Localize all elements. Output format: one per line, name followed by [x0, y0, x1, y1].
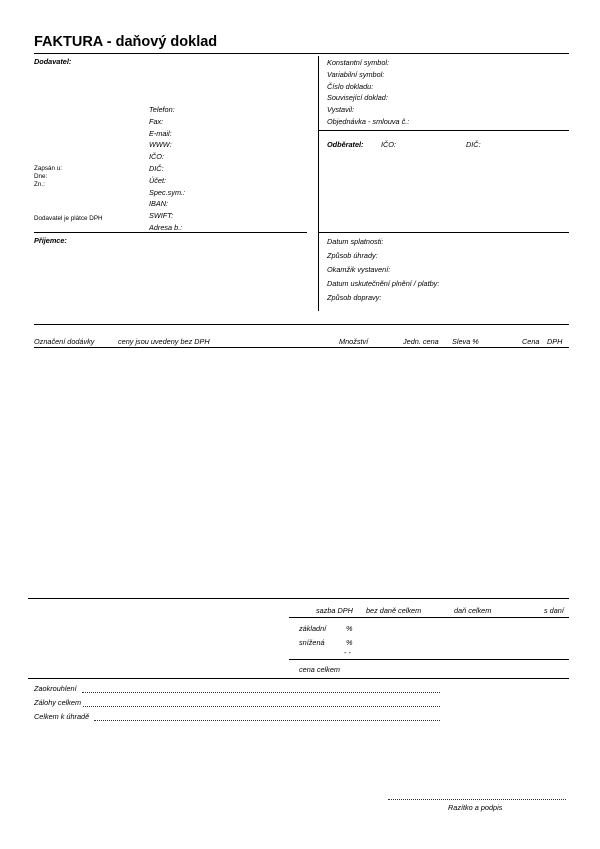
vat-col-tax: daň celkem [454, 606, 492, 615]
items-col-quantity: Množství [339, 337, 369, 346]
vat-dashes: - - [344, 648, 351, 657]
supplier-field: E-mail: [149, 128, 172, 138]
vat-header-rule [289, 617, 569, 618]
registration-line: Zapsán u: [34, 165, 63, 172]
vat-row-label: snížená [299, 638, 325, 647]
items-col-discount: Sleva % [452, 337, 479, 346]
vat-payer-note: Dodavatel je plátce DPH [34, 215, 103, 222]
customer-dic: DIČ: [466, 140, 481, 149]
vat-total-rule [289, 659, 569, 660]
customer-label: Odběratel: [327, 140, 364, 149]
recipient-rule-left [34, 232, 307, 233]
summary-total-due: Celkem k úhradě [34, 712, 90, 721]
doc-ref: Variabilní symbol: [327, 69, 385, 79]
supplier-field: IBAN: [149, 199, 169, 209]
vat-col-rate: sazba DPH [316, 606, 353, 615]
supplier-field: Telefon: [149, 105, 175, 114]
items-col-vat: DPH [547, 337, 563, 346]
signature-label: Razítko a podpis [448, 803, 503, 812]
customer-ico: IČO: [381, 140, 396, 149]
vat-row-pct: % [346, 624, 353, 633]
registration-line: Dne: [34, 173, 48, 180]
items-header-rule [34, 347, 569, 348]
recipient-label: Příjemce: [34, 236, 67, 245]
doc-ref: Konstantní symbol: [327, 58, 390, 67]
invoice-title: FAKTURA - daňový doklad [34, 34, 218, 50]
registration-line: Zn.: [34, 181, 45, 188]
supplier-field: WWW: [149, 140, 172, 150]
vat-total-label: cena celkem [299, 665, 340, 674]
items-top-rule [34, 324, 569, 325]
doc-ref: Vystavil: [327, 105, 355, 115]
title-rule [34, 53, 569, 54]
vat-col-net: bez daně celkem [366, 606, 422, 615]
date-field: Datum uskutečnění plnění / platby: [327, 278, 440, 288]
vat-row-label: základní [299, 624, 327, 633]
items-bottom-rule [28, 598, 569, 599]
date-field: Okamžik vystavení: [327, 264, 391, 274]
supplier-field: SWIFT: [149, 211, 174, 221]
supplier-field: Spec.sym.: [149, 187, 186, 197]
date-field: Způsob úhrady: [327, 250, 378, 260]
column-divider [318, 56, 319, 311]
totals-rule [28, 678, 569, 679]
supplier-registration [34, 165, 62, 189]
date-field: Způsob dopravy: [327, 292, 382, 302]
summary-leader [82, 692, 440, 693]
document-refs [327, 58, 409, 129]
recipient-rule-right [318, 232, 569, 233]
items-col-price: Cena [522, 337, 540, 346]
date-field: Datum splatnosti: [327, 237, 384, 246]
items-col-designation: Označení dodávky [34, 337, 95, 346]
summary-deposits: Zálohy celkem [34, 698, 82, 707]
summary-rounding: Zaokrouhlení [34, 684, 77, 693]
supplier-label: Dodavatel: [34, 57, 72, 66]
summary-leader [82, 706, 440, 707]
supplier-field: Adresa b.: [149, 222, 183, 232]
dates-list [327, 237, 439, 306]
supplier-field: DIČ: [149, 163, 164, 173]
supplier-field: Fax: [149, 116, 164, 126]
summary-leader [94, 720, 440, 721]
signature-line [388, 799, 566, 800]
supplier-field: IČO: [149, 152, 164, 162]
doc-ref: Číslo dokladu: [327, 81, 374, 91]
doc-ref: Objednávka - smlouva č.: [327, 116, 410, 126]
supplier-field: Účet: [149, 175, 167, 185]
customer-rule [318, 130, 569, 131]
items-price-note: ceny jsou uvedeny bez DPH [118, 337, 210, 346]
doc-ref: Související doklad: [327, 93, 388, 103]
vat-col-gross: s daní [544, 606, 564, 615]
supplier-fields [149, 105, 185, 235]
vat-row-pct: % [346, 638, 353, 647]
items-col-unit-price: Jedn. cena [403, 337, 439, 346]
